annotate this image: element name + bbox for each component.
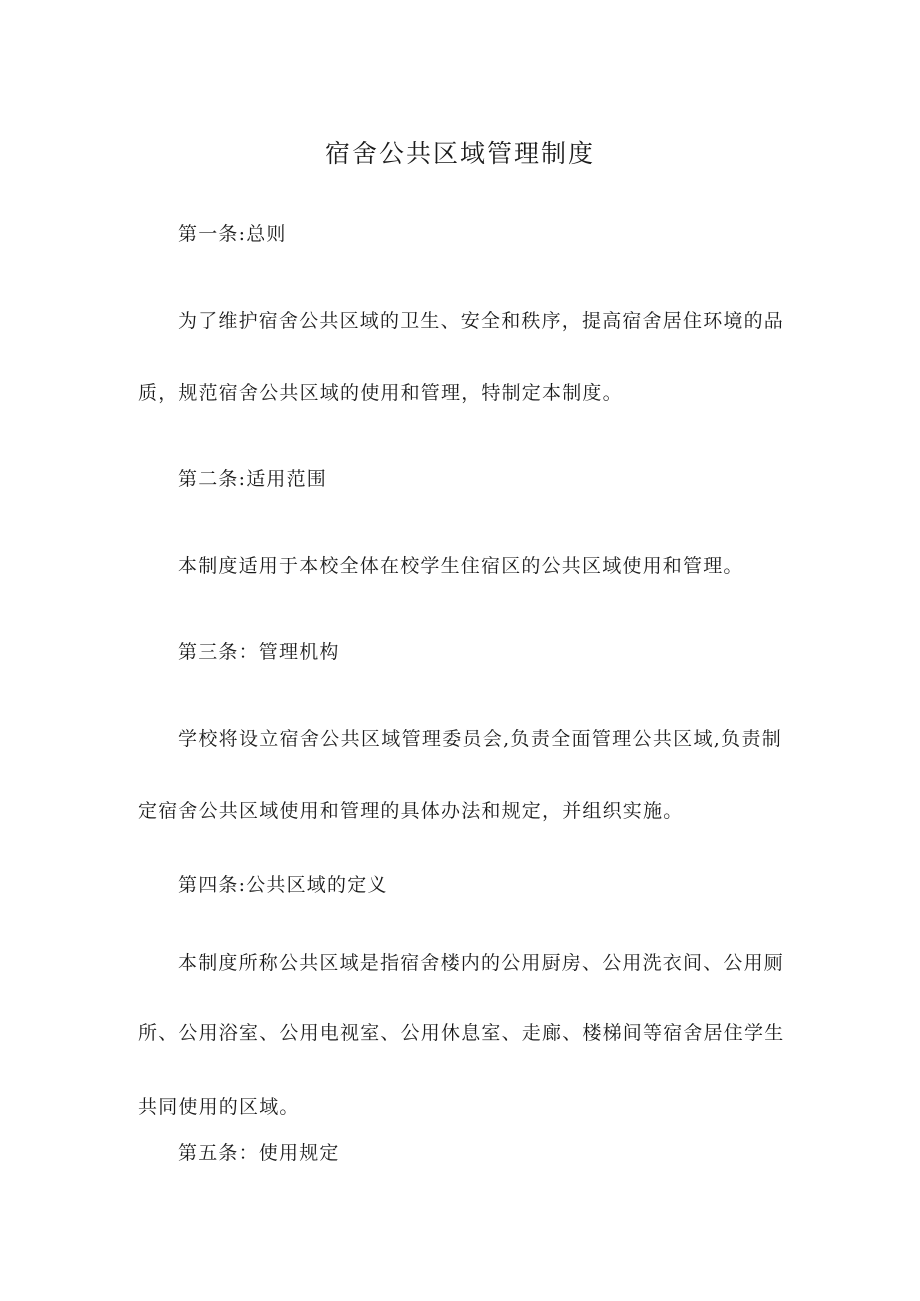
paragraph-line: 为了维护宿舍公共区域的卫生、安全和秩序，提高宿舍居住环境的品 [178, 310, 785, 332]
paragraph-line: 本制度适用于本校全体在校学生住宿区的公共区域使用和管理。 [178, 555, 744, 577]
paragraph-line: 本制度所称公共区域是指宿舍楼内的公用厨房、公用洗衣间、公用厕 [178, 952, 785, 974]
paragraph-line: 所、公用浴室、公用电视室、公用休息室、走廊、楼梯间等宿舍居住学生 [138, 1022, 785, 1044]
article-5-heading: 第五条：使用规定 [178, 1142, 340, 1164]
article-1-heading: 第一条:总则 [178, 223, 287, 245]
paragraph-line: 共同使用的区域。 [138, 1096, 300, 1118]
article-3-heading: 第三条：管理机构 [178, 641, 340, 663]
paragraph-line: 质，规范宿舍公共区域的使用和管理，特制定本制度。 [138, 382, 623, 404]
paragraph-line: 定宿舍公共区域使用和管理的具体办法和规定，并组织实施。 [138, 800, 684, 822]
paragraph-line: 学校将设立宿舍公共区域管理委员会,负责全面管理公共区域,负责制 [178, 728, 782, 750]
document-title: 宿舍公共区域管理制度 [324, 139, 595, 168]
article-2-heading: 第二条:适用范围 [178, 468, 328, 490]
article-4-heading: 第四条:公共区域的定义 [178, 874, 388, 896]
